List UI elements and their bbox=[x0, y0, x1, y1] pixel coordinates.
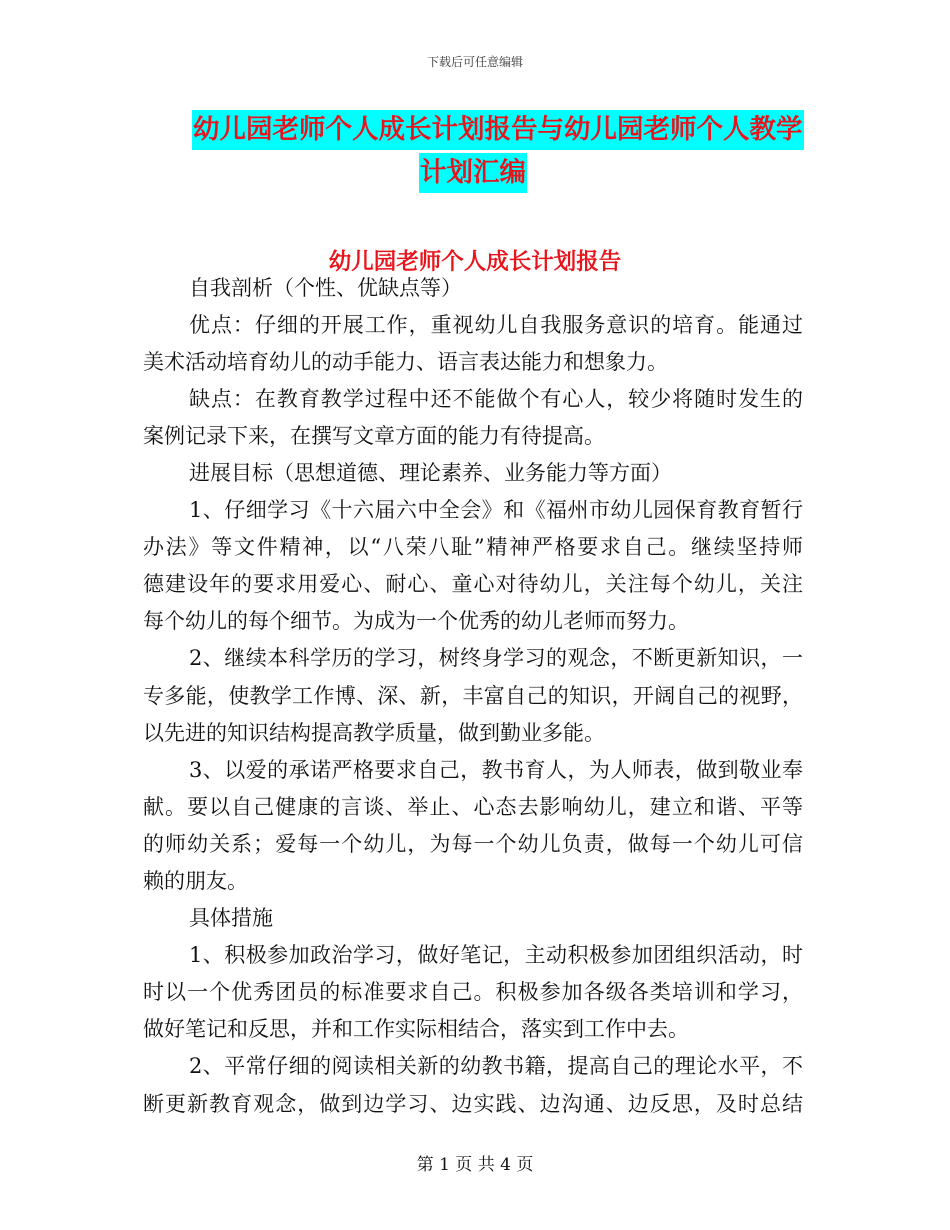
paragraph bbox=[143, 1048, 803, 1122]
paragraph-line: 赖的朋友。 bbox=[143, 869, 248, 893]
paragraph bbox=[143, 381, 803, 455]
paragraph-line: 1、仔细学习《十六届六中全会》和《福州市幼儿园保育教育暂行 bbox=[189, 498, 803, 523]
paragraph-line: 案例记录下来，在撰写文章方面的能力有待提高。 bbox=[143, 423, 605, 448]
paragraph-line: 做好笔记和反思，并和工作实际相结合，落实到工作中去。 bbox=[143, 1017, 689, 1042]
paragraph-line: 具体措施 bbox=[189, 906, 273, 931]
paragraph-line: 每个幼儿的每个细节。为成为一个优秀的幼儿老师而努力。 bbox=[143, 609, 689, 634]
paragraph bbox=[143, 307, 803, 381]
paragraph bbox=[143, 270, 803, 307]
paragraph-line: 献。要以自己健康的言谈、举止、心态去影响幼儿，建立和谐、平等 bbox=[143, 794, 803, 819]
paragraph-line: 断更新教育观念，做到边学习、边实践、边沟通、边反思，及时总结 bbox=[143, 1091, 803, 1116]
paragraph-line: 办法》等文件精神，以“八荣八耻”精神严格要求自己。继续坚持师 bbox=[143, 535, 803, 560]
document-title-line-1: 幼儿园老师个人成长计划报告与幼儿园老师个人教学 bbox=[192, 110, 804, 150]
paragraph bbox=[143, 937, 803, 1048]
paragraph-line: 优点：仔细的开展工作，重视幼儿自我服务意识的培育。能通过 bbox=[189, 312, 803, 337]
document-body bbox=[143, 270, 803, 1123]
paragraph-line: 专多能，使教学工作博、深、新，丰富自己的知识，开阔自己的视野， bbox=[143, 683, 803, 708]
paragraph-line: 德建设年的要求用爱心、耐心、童心对待幼儿，关注每个幼儿，关注 bbox=[143, 572, 803, 597]
paragraph bbox=[143, 640, 803, 751]
paragraph bbox=[143, 455, 803, 492]
paragraph-line: 进展目标（思想道德、理论素养、业务能力等方面） bbox=[189, 460, 672, 485]
paragraph-line: 缺点：在教育教学过程中还不能做个有心人，较少将随时发生的 bbox=[189, 386, 803, 411]
paragraph-line: 2、继续本科学历的学习，树终身学习的观念，不断更新知识，一 bbox=[189, 646, 803, 671]
paragraph-line: 的师幼关系；爱每一个幼儿，为每一个幼儿负责，做每一个幼儿可信 bbox=[143, 831, 803, 856]
section-heading: 幼儿园老师个人成长计划报告 bbox=[328, 249, 622, 275]
paragraph bbox=[143, 900, 803, 937]
paragraph-line: 2、平常仔细的阅读相关新的幼教书籍，提高自己的理论水平，不 bbox=[189, 1054, 803, 1079]
paragraph-line: 以先进的知识结构提高教学质量，做到勤业多能。 bbox=[143, 720, 605, 745]
header-note: 下载后可任意编辑 bbox=[426, 55, 523, 69]
paragraph-line: 3、以爱的承诺严格要求自己，教书育人，为人师表，做到敬业奉 bbox=[189, 757, 803, 782]
document-title-line-2: 计划汇编 bbox=[419, 153, 527, 193]
paragraph bbox=[143, 752, 803, 900]
page-number-footer: 第 1 页 共 4 页 bbox=[416, 1155, 534, 1175]
paragraph-line: 1、积极参加政治学习，做好笔记，主动积极参加团组织活动，时 bbox=[189, 943, 803, 968]
paragraph-line: 美术活动培育幼儿的动手能力、语言表达能力和想象力。 bbox=[143, 349, 668, 374]
paragraph-line: 自我剖析（个性、优缺点等） bbox=[189, 275, 462, 300]
paragraph bbox=[143, 492, 803, 640]
paragraph-line: 时以一个优秀团员的标准要求自己。积极参加各级各类培训和学习， bbox=[143, 980, 803, 1005]
